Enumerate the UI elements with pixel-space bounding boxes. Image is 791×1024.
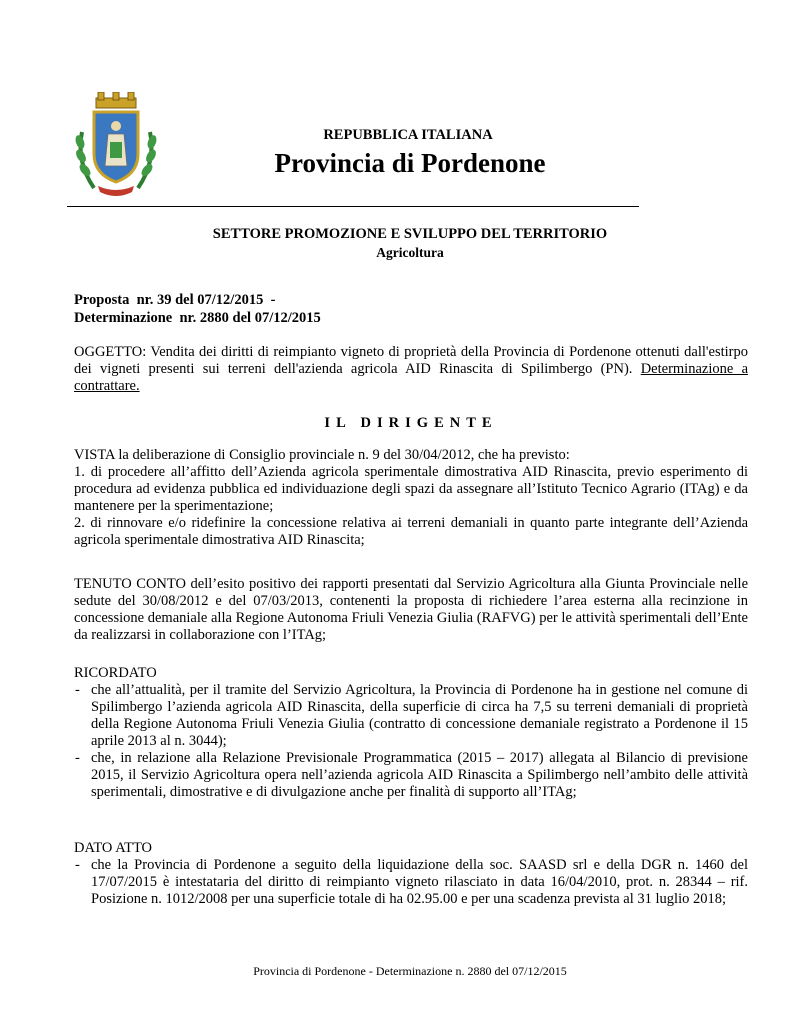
determination-reference: Determinazione nr. 2880 del 07/12/2015: [74, 310, 321, 326]
sector-title: SETTORE PROMOZIONE E SVILUPPO DEL TERRITORIO: [212, 226, 608, 242]
list-item: - che la Provincia di Pordenone a seguito della liquidazione della soc. SAASD srl e della DGR n. 1460 del 17/07/2015 è intestataria del diritto di reimpianto vigneto rilasciato in data 16/04/2010, prot. n. 28344 – rif. Posizione n. 1012/2008 per una superficie totale di ha 02.95.00 e per una scadenza prevista al 31 luglio 2018;: [75, 857, 748, 907]
province-title: Provincia di Pordenone: [274, 148, 546, 178]
ricordato-heading: RICORDATO: [74, 665, 157, 681]
list-item: - che all’attualità, per il tramite del Servizio Agricoltura, la Provincia di Pordenone ha in gestione nel comune di Spilimbergo l’azienda agricola AID Rinascita, della superficie di circa ha 7,5 su terreni demaniali di proprietà della Regione Autonoma Friuli Venezia Giulia (contratto di concessione demaniale registrato a Pordenone il 15 aprile 2013 al n. 3044);: [75, 682, 748, 749]
vista-intro: VISTA la deliberazione di Consiglio provinciale n. 9 del 30/04/2012, che ha previsto:: [74, 447, 570, 463]
dash-marker: -: [75, 857, 80, 873]
dirigente-heading: IL DIRIGENTE: [324, 415, 498, 431]
subject-paragraph: [74, 344, 748, 395]
vista-point-1: 1. di procedere all’affitto dell’Azienda agricola sperimentale dimostrativa AID Rinascita, previo esperimento di procedura ad evidenza pubblica ed individuazione degli spazi da assegnare all’Istituto Tecnico Agrario (ITAg) e da mantenere per la sperimentazione;: [74, 464, 748, 514]
republic-heading: REPUBBLICA ITALIANA: [323, 127, 493, 143]
subject-underlined: Determinazione a contrattare.: [74, 361, 749, 394]
page-footer: Provincia di Pordenone - Determinazione n. 2880 del 07/12/2015: [253, 964, 567, 978]
province-coat-of-arms-icon: [72, 92, 160, 200]
vista-point-2: 2. di rinnovare e/o ridefinire la concessione relativa ai terreni demaniali in quanto parte integrante dell’Azienda agricola sperimentale dimostrativa AID Rinascita;: [74, 515, 748, 548]
dash-marker: -: [75, 682, 80, 698]
proposal-reference: Proposta nr. 39 del 07/12/2015 -: [74, 292, 276, 308]
vista-section: [74, 447, 748, 549]
dato-atto-heading: DATO ATTO: [74, 840, 153, 856]
tenuto-conto-paragraph: TENUTO CONTO dell’esito positivo dei rapporti presentati dal Servizio Agricoltura alla Giunta Provinciale nelle sedute del 30/08/2012 e del 07/03/2013, contenenti la proposta di richiedere l’area esterna alla recinzione in concessione demaniale alla Regione Autonoma Friuli Venezia Giulia (RAFVG) per le attività sperimentali dell’Ente da realizzarsi in collaborazione con l’ITAg;: [74, 576, 748, 643]
dash-marker: -: [75, 750, 80, 766]
sector-office: Agricoltura: [376, 245, 444, 260]
header-divider: [67, 206, 639, 207]
ricordato-list: [74, 682, 748, 801]
dato-atto-list: [74, 857, 748, 908]
subject-text: OGGETTO: Vendita dei diritti di reimpianto vigneto di proprietà della Provincia di Pordenone ottenuti dall'estirpo dei vigneti presenti sui terreni dell'azienda agricola AID Rinascita di Spilimbergo (PN).: [74, 344, 748, 377]
list-item: - che, in relazione alla Relazione Previsionale Programmatica (2015 – 2017) allegata al Bilancio di previsione 2015, il Servizio Agricoltura opera nell’azienda agricola AID Rinascita a Spilimbergo nell’ambito delle attività sperimentali, dimostrative e di divulgazione anche per finalità di supporto all’ITAg;: [75, 750, 748, 800]
